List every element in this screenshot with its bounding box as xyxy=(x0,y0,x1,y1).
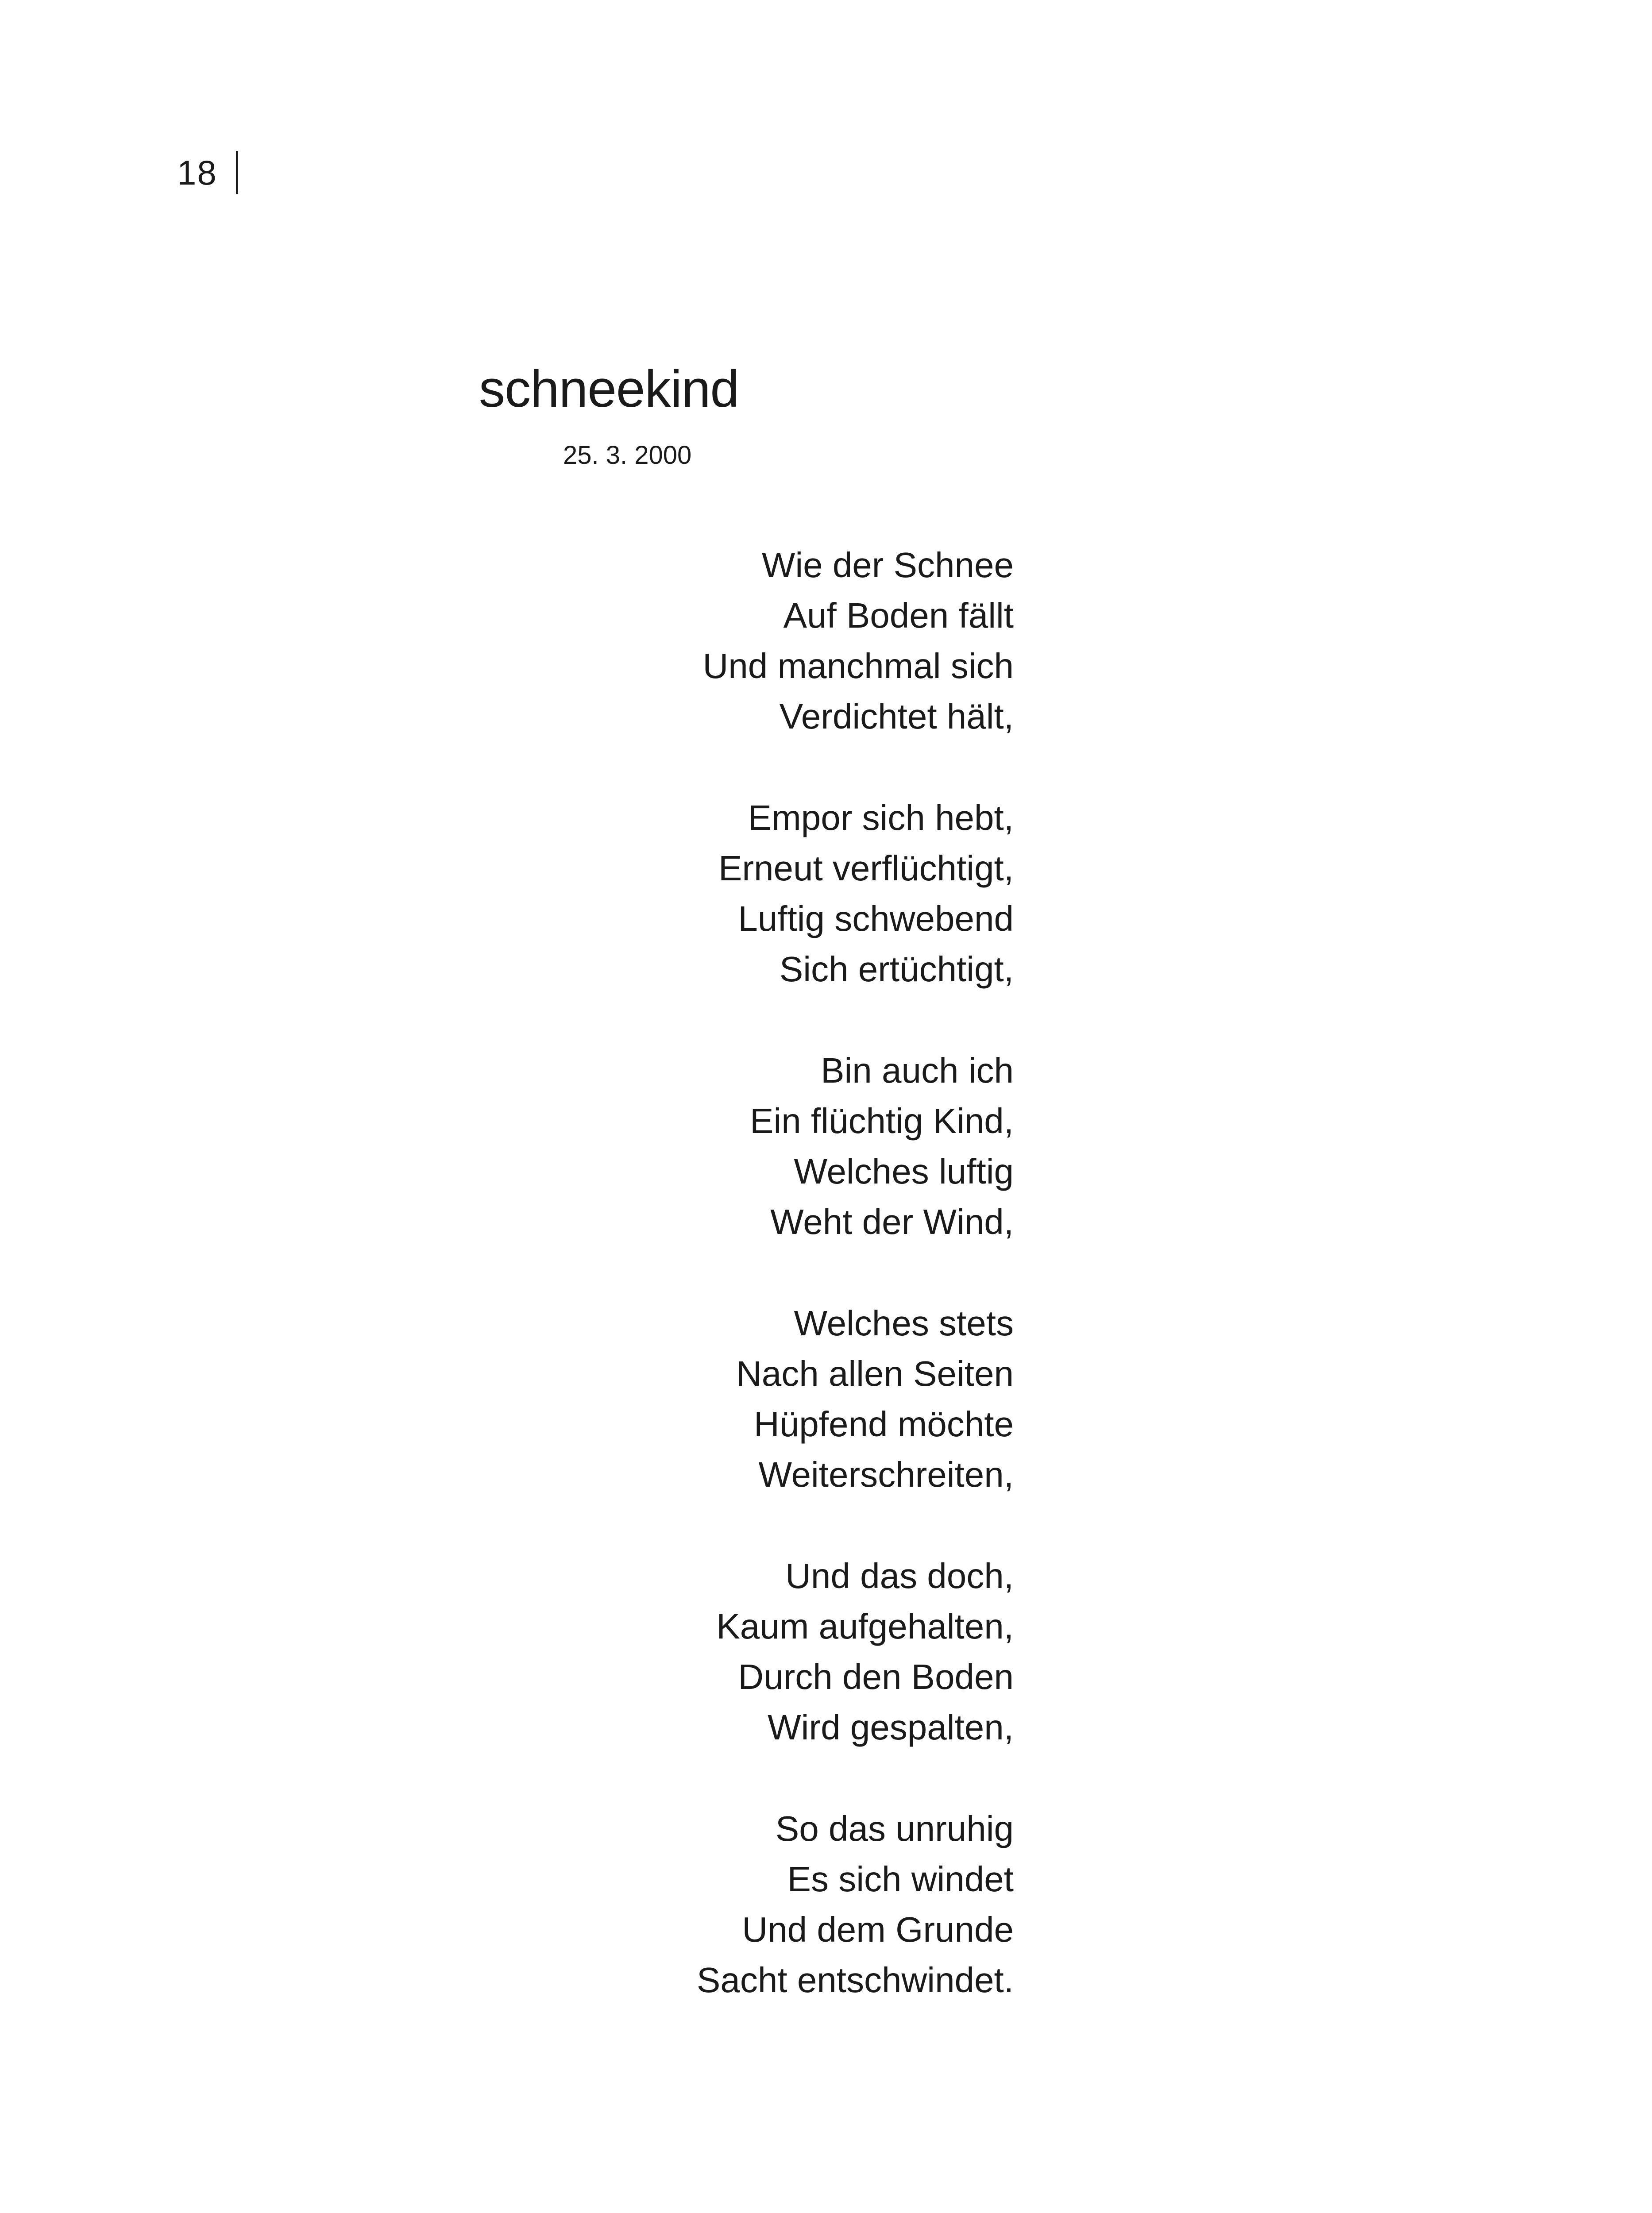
poem-line: Durch den Boden xyxy=(738,1657,1014,1696)
poem-line: Sich ertüchtigt, xyxy=(779,949,1014,989)
poem-line: Und manchmal sich xyxy=(702,646,1014,686)
poem-title: schneekind xyxy=(479,360,739,418)
page-header xyxy=(177,148,238,197)
poem-line: Wie der Schnee xyxy=(761,545,1014,585)
poem-line: Es sich windet xyxy=(787,1859,1014,1899)
poem-line: Nach allen Seiten xyxy=(736,1354,1014,1393)
poem-line: Empor sich hebt, xyxy=(748,798,1014,837)
stanza-2 xyxy=(620,793,1014,995)
stanza-1 xyxy=(620,540,1014,742)
stanza-6 xyxy=(620,1804,1014,2005)
poem-line: Weht der Wind, xyxy=(770,1202,1014,1241)
poem-body xyxy=(620,540,1014,2056)
stanza-3 xyxy=(620,1045,1014,1247)
poem-line: Weiterschreiten, xyxy=(758,1455,1014,1494)
poem-line: Welches stets xyxy=(794,1303,1014,1343)
poem-line: Kaum aufgehalten, xyxy=(716,1607,1014,1646)
poem-line: Luftig schwebend xyxy=(738,899,1014,938)
page-number: 18 xyxy=(177,153,217,192)
stanza-5 xyxy=(620,1551,1014,1753)
poem-line: Ein flüchtig Kind, xyxy=(750,1101,1014,1141)
poem-line: Bin auch ich xyxy=(821,1051,1014,1090)
poem-line: Wird gespalten, xyxy=(768,1708,1014,1747)
stanza-4 xyxy=(620,1298,1014,1500)
poem-line: Welches luftig xyxy=(794,1152,1014,1191)
poem-line: So das unruhig xyxy=(775,1809,1014,1848)
poem-line: Sacht entschwindet. xyxy=(697,1960,1014,2000)
poem-line: Verdichtet hält, xyxy=(779,697,1014,736)
poem-line: Auf Boden fällt xyxy=(783,596,1014,635)
header-divider xyxy=(236,151,238,194)
poem-line: Und das doch, xyxy=(785,1556,1014,1596)
poem-line: Hüpfend möchte xyxy=(753,1404,1014,1444)
poem-line: Und dem Grunde xyxy=(742,1910,1014,1949)
poem-date: 25. 3. 2000 xyxy=(563,441,692,470)
poem-line: Erneut verflüchtigt, xyxy=(718,848,1014,888)
